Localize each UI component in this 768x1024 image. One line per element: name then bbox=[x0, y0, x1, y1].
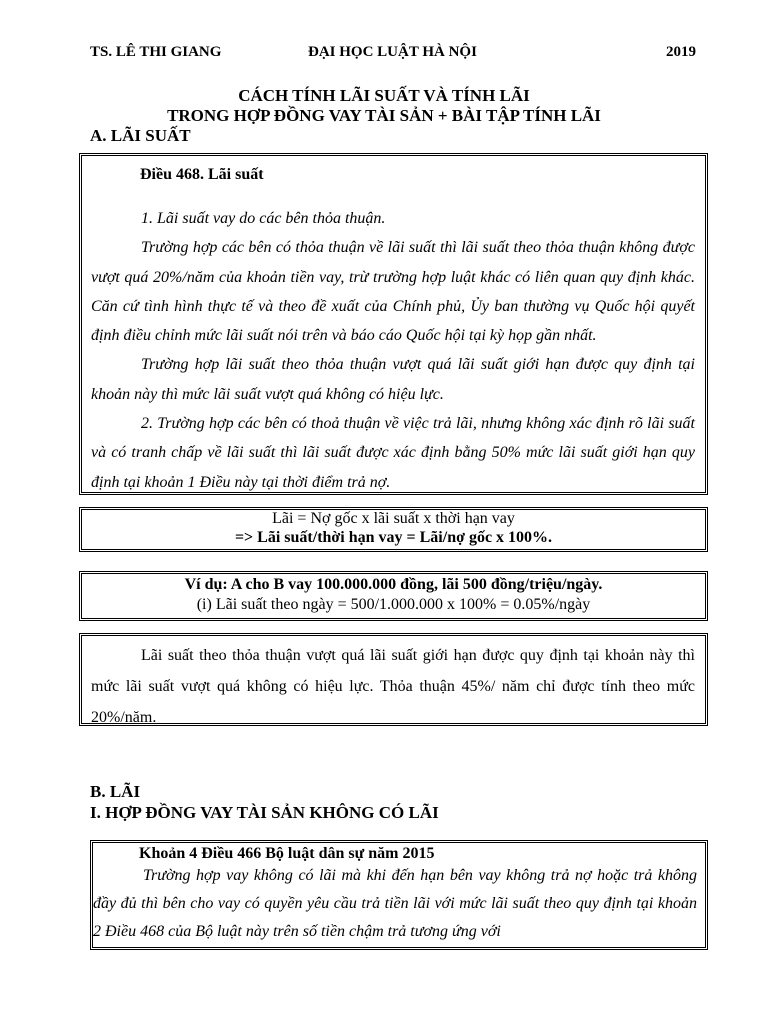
note-box bbox=[79, 633, 708, 726]
article-468-paragraph: Trường hợp các bên có thỏa thuận về lãi suất thì lãi suất theo thỏa thuận không được vượt quá 20%/năm của khoản tiền vay, trừ trường hợp luật khác có liên quan quy định khác. Căn cứ tình hình thực tế và theo đề xuất của Chính phủ, Ủy ban thường vụ Quốc hội quyết định điều chỉnh mức lãi suất nói trên và báo cáo Quốc hội tại kỳ họp gần nhất. bbox=[91, 239, 695, 345]
document-title-line-1: CÁCH TÍNH LÃI SUẤT VÀ TÍNH LÃI bbox=[238, 86, 530, 105]
document-title-line-2: TRONG HỢP ĐỒNG VAY TÀI SẢN + BÀI TẬP TÍNH LÃI bbox=[167, 106, 601, 125]
formula-line-1: Lãi = Nợ gốc x lãi suất x thời hạn vay bbox=[272, 510, 515, 527]
article-468-paragraph: 2. Trường hợp các bên có thoả thuận về việc trả lãi, nhưng không xác định rõ lãi suất và có tranh chấp về lãi suất thì lãi suất được xác định bằng 50% mức lãi suất giới hạn quy định tại khoản 1 Điều này tại thời điểm trả nợ. bbox=[91, 415, 695, 491]
section-b1-heading: I. HỢP ĐỒNG VAY TÀI SẢN KHÔNG CÓ LÃI bbox=[90, 803, 439, 822]
article-468-box bbox=[79, 153, 708, 495]
article-468-title: Điều 468. Lãi suất bbox=[140, 166, 264, 183]
article-466-box bbox=[90, 840, 708, 950]
formula-line-2: => Lãi suất/thời hạn vay = Lãi/nợ gốc x 100%. bbox=[234, 529, 553, 546]
article-468-paragraph: 1. Lãi suất vay do các bên thỏa thuận. bbox=[141, 210, 386, 227]
article-468-paragraph: Trường hợp lãi suất theo thỏa thuận vượt quá lãi suất giới hạn được quy định tại khoản này thì mức lãi suất vượt quá không có hiệu lực. bbox=[91, 356, 695, 403]
example-box bbox=[79, 571, 708, 621]
article-466-title: Khoản 4 Điều 466 Bộ luật dân sự năm 2015 bbox=[139, 845, 435, 862]
header-institution: ĐẠI HỌC LUẬT HÀ NỘI bbox=[308, 44, 477, 60]
page-header bbox=[90, 44, 696, 64]
article-466-text: Trường hợp vay không có lãi mà khi đến hạn bên vay không trả nợ hoặc trả không đầy đủ thì bên cho vay có quyền yêu cầu trả tiền lãi với mức lãi suất theo quy định tại khoản 2 Điều 468 của Bộ luật này trên số tiền chậm trả tương ứng với bbox=[93, 867, 697, 940]
header-author: TS. LÊ THI GIANG bbox=[90, 44, 222, 60]
article-466-body bbox=[93, 862, 697, 946]
note-text: Lãi suất theo thỏa thuận vượt quá lãi suất giới hạn được quy định tại khoản này thì mức lãi suất vượt quá không có hiệu lực. Thỏa thuận 45%/ năm chỉ được tính theo mức 20%/năm. bbox=[91, 647, 695, 726]
article-468-body bbox=[91, 204, 695, 497]
section-a-heading: A. LÃI SUẤT bbox=[90, 126, 191, 145]
header-year: 2019 bbox=[666, 44, 696, 60]
example-line-1: Ví dụ: A cho B vay 100.000.000 đồng, lãi 500 đồng/triệu/ngày. bbox=[184, 576, 603, 593]
section-b-heading: B. LÃI bbox=[90, 782, 141, 801]
formula-box bbox=[79, 507, 708, 552]
example-line-2: (i) Lãi suất theo ngày = 500/1.000.000 x 100% = 0.05%/ngày bbox=[196, 596, 591, 613]
